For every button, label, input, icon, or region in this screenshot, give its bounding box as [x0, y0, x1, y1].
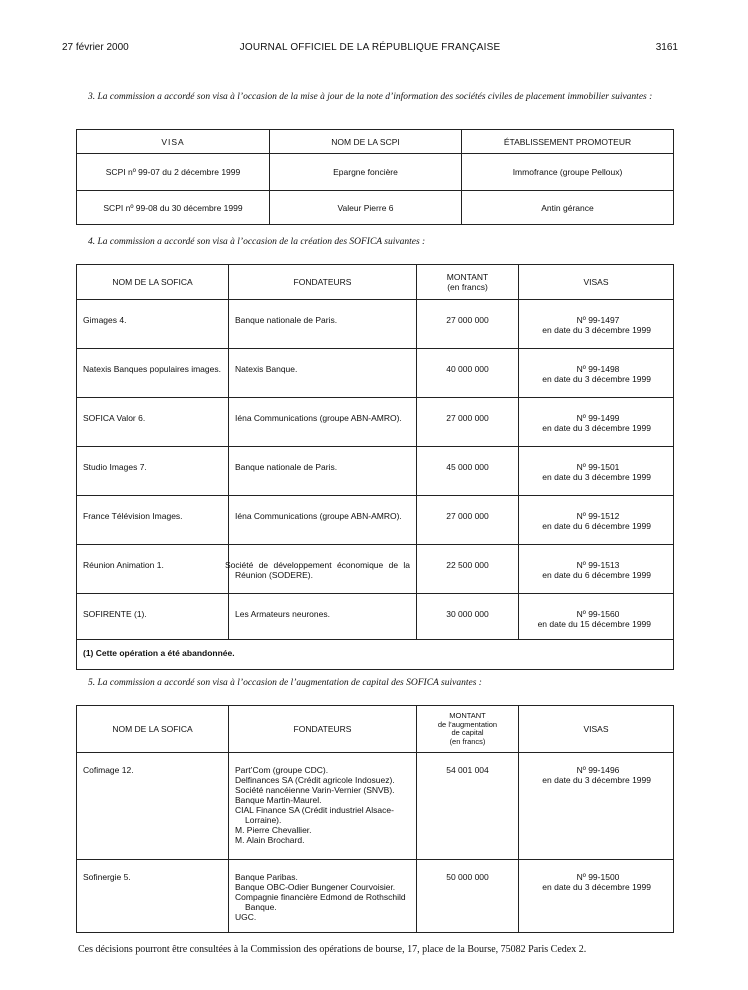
table-row [77, 447, 674, 496]
table-row [77, 300, 674, 349]
journal-title: JOURNAL OFFICIEL DE LA RÉPUBLIQUE FRANÇAISE [239, 42, 501, 53]
table-note-row [77, 640, 674, 670]
sofica-visa [519, 594, 674, 640]
sofica-visa [519, 496, 674, 545]
sofica-name: SOFICA Valor 6. [77, 398, 229, 447]
table-footnote: (1) Cette opération a été abandonnée. [77, 640, 674, 670]
visa-date: en date du 3 décembre 1999 [542, 423, 651, 433]
sofica-amount: 27 000 000 [417, 398, 519, 447]
sofica-name: Gimages 4. [77, 300, 229, 349]
visa-date: en date du 3 décembre 1999 [542, 374, 651, 384]
sofica-founders: Société de développement économique de la Réunion (SODERE). [229, 545, 417, 594]
sofica-visa [519, 860, 674, 933]
column-header: NOM DE LA SOFICA [77, 706, 229, 753]
footer-note: Ces décisions pourront être consultées à la Commission des opérations de bourse, 17, place de la Bourse, 75082 Paris Cedex 2. [78, 944, 587, 955]
visa-date: en date du 3 décembre 1999 [542, 472, 651, 482]
visa-number: Nº 99-1512 [576, 511, 620, 521]
table-cell: SCPI nº 99-07 du 2 décembre 1999 [77, 154, 270, 191]
sofica-visa [519, 300, 674, 349]
montant-label: MONTANT [446, 272, 489, 282]
visa-date: en date du 3 décembre 1999 [542, 775, 651, 785]
sofica-name: Sofinergie 5. [77, 860, 229, 933]
founder-line: Banque Martin-Maurel. [235, 795, 322, 805]
table-row [77, 753, 674, 860]
sofica-name: SOFIRENTE (1). [77, 594, 229, 640]
sofica-amount: 54 001 004 [417, 753, 519, 860]
visa-number: Nº 99-1500 [576, 872, 620, 882]
montant-unit: (en francs) [449, 736, 486, 746]
sofica-name: Studio Images 7. [77, 447, 229, 496]
scpi-table [76, 129, 674, 225]
montant-label: MONTANT [449, 711, 486, 720]
table-cell: SCPI nº 99-08 du 30 décembre 1999 [77, 191, 270, 225]
sofica-founders [229, 860, 417, 933]
table-header-row [77, 130, 674, 154]
column-header: ÉTABLISSEMENT PROMOTEUR [462, 130, 674, 154]
column-header: VISAS [519, 706, 674, 753]
visa-date: en date du 15 décembre 1999 [537, 619, 651, 629]
visa-date: en date du 6 décembre 1999 [542, 521, 651, 531]
visa-date: en date du 3 décembre 1999 [542, 882, 651, 892]
column-header: FONDATEURS [229, 265, 417, 300]
table-row [77, 154, 674, 191]
table-cell: Epargne foncière [270, 154, 462, 191]
sofica-amount: 40 000 000 [417, 349, 519, 398]
table-cell: Antin gérance [462, 191, 674, 225]
page-number: 3161 [655, 42, 678, 53]
visa-number: Nº 99-1513 [576, 560, 620, 570]
sofica-amount: 27 000 000 [417, 300, 519, 349]
column-header [417, 706, 519, 753]
column-header [417, 265, 519, 300]
founder-line: CIAL Finance SA (Crédit industriel Alsace-Lorraine). [235, 805, 394, 825]
page-header [62, 42, 678, 58]
column-header: NOM DE LA SCPI [270, 130, 462, 154]
founder-line: M. Alain Brochard. [235, 835, 305, 845]
section-3-intro: 3. La commission a accordé son visa à l’occasion de la mise à jour de la note d’information des sociétés civiles de placement immobilier suivantes : [88, 92, 653, 102]
visa-date: en date du 6 décembre 1999 [542, 570, 651, 580]
sofica-visa [519, 349, 674, 398]
sofica-amount: 22 500 000 [417, 545, 519, 594]
table-header-row [77, 706, 674, 753]
sofica-name: Cofimage 12. [77, 753, 229, 860]
sofica-visa [519, 753, 674, 860]
table-header-row [77, 265, 674, 300]
column-header: VISAS [519, 265, 674, 300]
montant-label: de capital [451, 728, 484, 737]
table-cell: Immofrance (groupe Pelloux) [462, 154, 674, 191]
table-row [77, 349, 674, 398]
sofica-creation-table [76, 264, 674, 670]
sofica-capital-table [76, 705, 674, 933]
visa-number: Nº 99-1499 [576, 413, 620, 423]
column-header: FONDATEURS [229, 706, 417, 753]
sofica-name: France Télévision Images. [77, 496, 229, 545]
sofica-founders: Iéna Communications (groupe ABN-AMRO). [229, 398, 417, 447]
montant-unit: (en francs) [447, 282, 488, 292]
founder-line: Part’Com (groupe CDC). [235, 765, 329, 775]
sofica-founders [229, 753, 417, 860]
header-date: 27 février 2000 [62, 42, 129, 53]
sofica-visa [519, 545, 674, 594]
sofica-amount: 27 000 000 [417, 496, 519, 545]
table-row [77, 496, 674, 545]
founder-line: Banque OBC-Odier Bungener Courvoisier. [235, 882, 396, 892]
sofica-founders: Iéna Communications (groupe ABN-AMRO). [229, 496, 417, 545]
table-row [77, 545, 674, 594]
sofica-name: Natexis Banques populaires images. [77, 349, 229, 398]
founder-line: UGC. [235, 912, 257, 922]
founder-line: Banque Paribas. [235, 872, 298, 882]
column-header: NOM DE LA SOFICA [77, 265, 229, 300]
sofica-amount: 45 000 000 [417, 447, 519, 496]
column-header: VISA [77, 130, 270, 154]
montant-label: de l’augmentation [437, 719, 498, 729]
founder-line: Delfinances SA (Crédit agricole Indosuez). [235, 775, 395, 785]
sofica-founders: Natexis Banque. [229, 349, 417, 398]
sofica-founders: Banque nationale de Paris. [229, 447, 417, 496]
table-row [77, 191, 674, 225]
table-row [77, 594, 674, 640]
founder-line: Société nancéienne Varin-Vernier (SNVB). [235, 785, 395, 795]
visa-number: Nº 99-1501 [576, 462, 620, 472]
sofica-visa [519, 447, 674, 496]
visa-number: Nº 99-1498 [576, 364, 620, 374]
section-4-intro: 4. La commission a accordé son visa à l’occasion de la création des SOFICA suivantes : [88, 237, 426, 247]
sofica-visa [519, 398, 674, 447]
section-5-intro: 5. La commission a accordé son visa à l’occasion de l’augmentation de capital des SOFICA suivantes : [88, 678, 482, 688]
visa-date: en date du 3 décembre 1999 [542, 325, 651, 335]
sofica-amount: 30 000 000 [417, 594, 519, 640]
visa-number: Nº 99-1560 [576, 609, 620, 619]
table-row [77, 860, 674, 933]
table-row [77, 398, 674, 447]
sofica-amount: 50 000 000 [417, 860, 519, 933]
table-cell: Valeur Pierre 6 [270, 191, 462, 225]
founder-line: Compagnie financière Edmond de Rothschild Banque. [235, 892, 406, 912]
sofica-founders: Les Armateurs neurones. [229, 594, 417, 640]
visa-number: Nº 99-1497 [576, 315, 620, 325]
founder-line: M. Pierre Chevallier. [235, 825, 312, 835]
visa-number: Nº 99-1496 [576, 765, 620, 775]
sofica-founders: Banque nationale de Paris. [229, 300, 417, 349]
sofica-name: Réunion Animation 1. [77, 545, 229, 594]
